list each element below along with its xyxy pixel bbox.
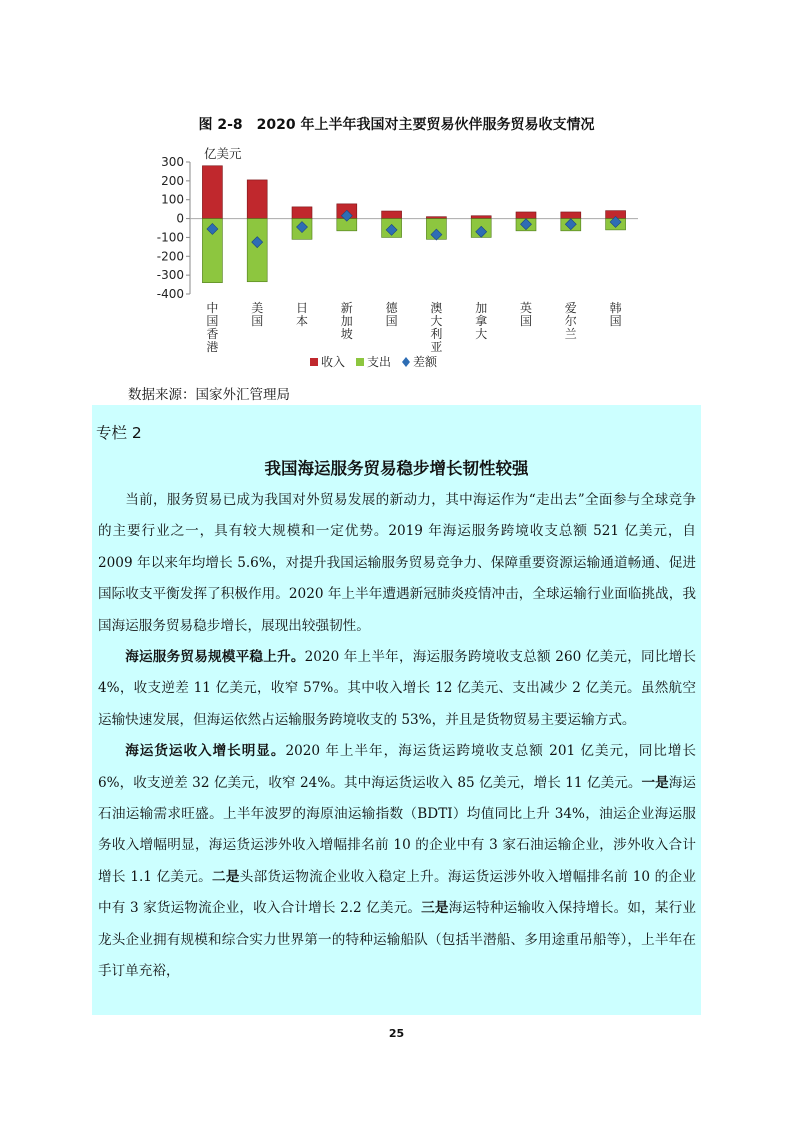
bar-income — [247, 180, 267, 219]
trade-partner-bar-chart — [150, 145, 650, 377]
y-tick-label: 300 — [161, 155, 184, 169]
point-1-marker: 一是 — [641, 774, 669, 791]
y-unit-label: 亿美元 — [204, 146, 242, 161]
legend-swatch — [356, 358, 364, 366]
x-category-label: 澳大利亚 — [430, 301, 443, 354]
y-tick-label: 0 — [176, 211, 184, 226]
figure-title: 图 2-8 2020 年上半年我国对主要贸易伙伴服务贸易收支情况 — [198, 117, 595, 133]
bar-income — [471, 216, 491, 219]
x-category-label: 加拿大 — [475, 301, 488, 341]
paragraph-2 — [98, 642, 696, 736]
x-category-label: 新加坡 — [340, 301, 353, 341]
x-category-label: 德国 — [385, 301, 398, 328]
paragraph-3-text-a: 2020 年上半年，海运货运跨境收支总额 201 亿美元，同比增长 6%，收支逆差 32 亿美元，收窄 24%。其中海运货运收入 85 亿美元，增长 11 亿美元。 — [98, 743, 696, 791]
bar-income — [561, 212, 581, 219]
y-tick-label: -300 — [156, 268, 184, 283]
y-tick-label: -100 — [156, 230, 184, 245]
paragraph-2-text: 2020 年上半年，海运服务跨境收支总额 260 亿美元，同比增长 4%，收支逆差 11 亿美元，收窄 57%。其中收入增长 12 亿美元、支出减少 2 亿美元。虽然航空运输快速发展，但海运依然占运输服务跨境收支的 53%，并且是货物贸易主要运输方式。 — [98, 649, 696, 728]
point-3-marker: 三是 — [421, 900, 449, 917]
y-tick-label: 200 — [161, 173, 184, 188]
y-tick-label: 100 — [161, 192, 184, 207]
page-number: 25 — [388, 1027, 405, 1040]
paragraph-3-text-b: 海运石油运输需求旺盛。上半年波罗的海原油运输指数（BDTI）均值同比上升 34%，油运企业海运服务收入增幅明显，海运货运涉外收入增幅排名前 10 的企业中有 3 家石油运输企业，涉外收入合计增长 1.1 亿美元。 — [98, 774, 697, 885]
box-body — [98, 485, 696, 988]
legend-swatch — [402, 357, 410, 367]
x-category-label: 爱尔兰 — [564, 301, 577, 341]
column-box — [92, 405, 701, 1015]
paragraph-3 — [98, 736, 696, 987]
x-category-label: 韩国 — [609, 301, 622, 328]
y-tick-label: -200 — [156, 249, 184, 264]
x-category-label: 日本 — [295, 301, 309, 328]
point-2-marker: 二是 — [212, 868, 240, 885]
paragraph-1 — [98, 485, 696, 642]
x-category-label: 中国香港 — [206, 301, 219, 354]
paragraph-3-heading: 海运货运收入增长明显。 — [125, 743, 286, 760]
paragraph-1-text: 当前，服务贸易已成为我国对外贸易发展的新动力，其中海运作为“走出去”全面参与全球竞争的主要行业之一，具有较大规模和一定优势。2019 年海运服务跨境收支总额 521 亿美元，自 2009 年以来年均增长 5.6%，对提升我国运输服务贸易竞争力、保障重要资源运输通道畅通、促进国际收支平衡发挥了积极作用。2020 年上半年遭遇新冠肺炎疫情冲击，全球运输行业面临挑战，我国海运服务贸易稳步增长，展现出较强韧性。 — [98, 492, 696, 634]
legend-swatch — [310, 358, 318, 366]
paragraph-3-text-c: 头部货运物流企业收入稳定上升。海运货运涉外收入增幅排名前 10 的企业中有 3 家货运物流企业，收入合计增长 2.2 亿美元。 — [98, 868, 697, 917]
paragraph-3-text-d: 海运特种运输收入保持增长。如，某行业龙头企业拥有规模和综合实力世界第一的特种运输船队（包括半潜船、多用途重吊船等），上半年在手订单充裕， — [98, 900, 697, 980]
y-tick-label: -400 — [156, 287, 184, 301]
legend-label: 支出 — [367, 355, 392, 369]
bar-expense — [247, 219, 267, 282]
bar-income — [382, 211, 402, 219]
x-category-label: 美国 — [251, 301, 264, 328]
legend-label: 收入 — [321, 355, 346, 369]
bar-income — [202, 166, 222, 219]
box-label: 专栏 2 — [96, 424, 142, 442]
box-title: 我国海运服务贸易稳步增长韧性较强 — [264, 459, 529, 478]
bar-income — [292, 207, 312, 219]
figure-source: 数据来源：国家外汇管理局 — [128, 387, 290, 403]
bar-income — [516, 212, 536, 219]
paragraph-2-heading: 海运服务贸易规模平稳上升。 — [125, 649, 305, 666]
legend-label: 差额 — [413, 355, 438, 369]
x-category-label: 英国 — [519, 301, 533, 328]
